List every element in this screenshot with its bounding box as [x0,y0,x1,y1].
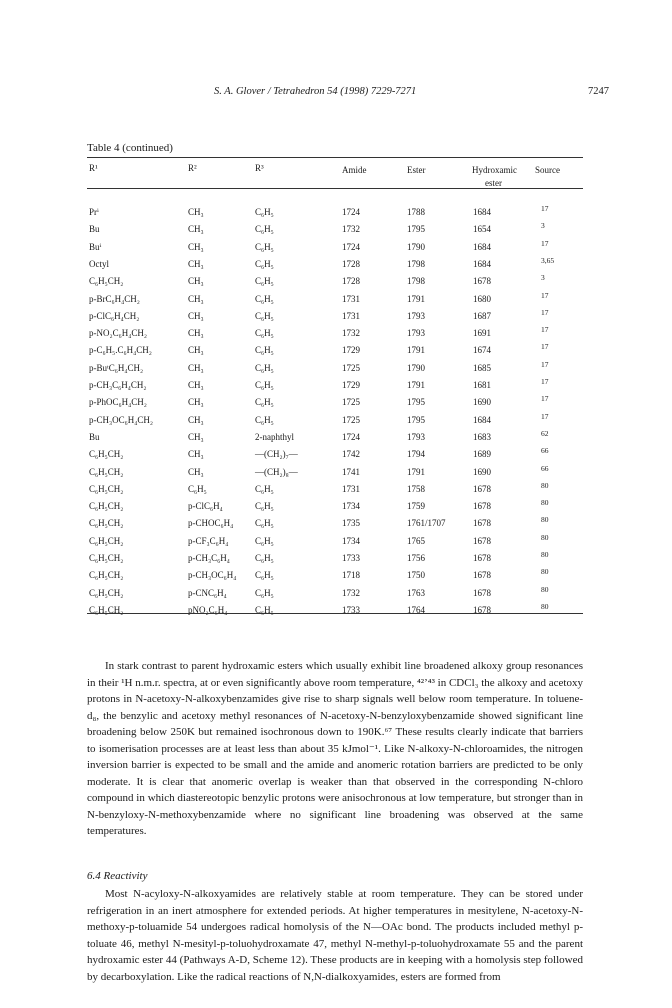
cell-ester: 1790 [407,241,425,252]
cell-source: 3,65 [541,255,555,265]
cell-ester: 1763 [407,587,425,598]
cell-amide: 1724 [342,431,360,442]
cell-source: 80 [541,550,549,559]
cell-r1: C₆H₅CH₂ [89,587,124,598]
cell-source: 17 [541,307,549,317]
cell-r2: CH₃ [188,276,204,287]
header-r2: R² [188,163,197,173]
cell-r1: Bu [89,431,100,442]
cell-r1: C₆H₅CH₂ [89,535,124,546]
cell-r3: C₆H₅ [255,258,274,269]
cell-r1: p-BrC₆H₄CH₂ [89,293,140,304]
cell-r3: C₆H₅ [255,587,274,598]
cell-source: 80 [541,532,549,542]
header-hydroxamic-line2: ester [485,178,502,188]
cell-ester: 1750 [407,570,425,581]
cell-r2: CH₃ [188,258,204,269]
table-row [0,325,672,345]
cell-ester: 1791 [407,345,425,356]
cell-source: 17 [541,325,549,335]
table-row [0,342,672,362]
cell-amide: 1724 [342,207,360,217]
cell-amide: 1724 [342,241,360,252]
header-source: Source [535,165,560,175]
cell-amide: 1731 [342,483,360,494]
cell-r3: C₆H₅ [255,345,274,356]
cell-ester: 1758 [407,483,425,494]
cell-r2: CH₃ [188,345,204,356]
cell-hydroxamic: 1683 [473,431,491,442]
table-row [0,377,672,397]
table-row [0,394,672,414]
cell-hydroxamic: 1684 [473,241,491,252]
cell-source: 80 [541,601,549,611]
cell-r1: p-PhOC₆H₄CH₂ [89,397,147,408]
table-row [0,584,672,605]
cell-r3: C₆H₅ [255,310,274,321]
cell-hydroxamic: 1678 [473,535,491,546]
cell-r3: 2-naphthyl [255,431,294,442]
cell-r2: CH₃ [188,380,204,390]
paragraph-reactivity: Most N-acyloxy-N-alkoxyamides are relatively stable at room temperature. They can be stored under refrigeration in an inert atmosphere for extended periods. At higher temperatures in mesitylene, N-acetoxy-N-methoxy-p-toluamide 54 undergoes radical homolysis of the N—OAc bond. The products included methyl p-toluate 46, methyl N-mesityl-p-toluohydroxamate 47, methyl N-methyl-p-toluohydroxamate 55 and the parent hydroxamic ester 44 (Pathways A-D, Scheme 12). These products are in keeping with a homolysis step followed by decarboxylation. Like the radical reactions of N,N-dialkoxyamides, esters are formed from [87,888,583,983]
cell-r1: p-BuᵗC₆H₄CH₂ [89,362,144,373]
cell-r2: CH₃ [188,466,204,477]
cell-hydroxamic: 1678 [473,604,491,615]
cell-r1: C₆H₅CH₂ [89,518,124,529]
cell-hydroxamic: 1687 [473,310,491,321]
cell-ester: 1791 [407,380,425,390]
cell-ester: 1798 [407,276,425,287]
cell-ester: 1790 [407,362,425,373]
cell-r1: C₆H₅CH₂ [89,449,124,460]
cell-r3: C₆H₅ [255,241,274,252]
cell-source: 62 [541,428,549,438]
cell-source: 3 [541,221,545,231]
cell-ester: 1795 [407,414,425,425]
cell-source: 17 [541,238,549,248]
cell-hydroxamic: 1678 [473,276,491,287]
cell-r3: C₆H₅ [255,328,274,339]
cell-source: 17 [541,204,549,213]
cell-r1: p-CH₃C₆H₄CH₂ [89,380,147,390]
cell-r3: C₆H₅ [255,380,274,390]
running-head [0,86,672,102]
cell-source: 80 [541,480,549,490]
cell-amide: 1729 [342,380,360,390]
header-amide: Amide [342,165,367,175]
cell-r1: C₆H₅CH₂ [89,466,124,477]
cell-r1: C₆H₅CH₂ [89,553,124,563]
cell-source: 3 [541,273,545,283]
table-caption: Table 4 (continued) [87,142,173,154]
cell-source: 17 [541,411,549,421]
table-top-rule [87,157,583,158]
cell-r3: C₆H₅ [255,535,274,546]
cell-source: 66 [541,446,549,456]
cell-hydroxamic: 1674 [473,345,491,356]
cell-hydroxamic: 1691 [473,328,491,339]
table-row [0,498,672,518]
section-heading: 6.4 Reactivity [87,870,148,882]
cell-amide: 1729 [342,345,360,356]
table-row [0,567,672,587]
table-row [0,446,672,466]
cell-amide: 1735 [342,518,360,529]
cell-source: 66 [541,463,549,473]
cell-hydroxamic: 1680 [473,293,491,304]
cell-hydroxamic: 1678 [473,587,491,598]
cell-amide: 1733 [342,604,360,615]
cell-ester: 1798 [407,258,425,269]
cell-r2: CH₃ [188,414,204,425]
cell-amide: 1725 [342,362,360,373]
cell-r1: p-CH₃OC₆H₄CH₂ [89,414,154,425]
cell-r2: CH₃ [188,362,204,373]
paragraph-nmr: In stark contrast to parent hydroxamic esters which usually exhibit line broadened alkoxy group resonances in their ¹H n.m.r. spectra, at or even significantly above room temperature, ⁴²ʼ⁴³ in CDCl₃ the alkoxy and acetoxy protons in N-acetoxy-N-alkoxybenzamides give rise to sharp signals well below room temperature. In toluene-d₈, the benzylic and acetoxy methyl resonances of N-acetoxy-N-benzyloxybenzamide showed significant line broadening below 250K but remained isochronous down to 190K.⁶⁷ These results clearly indicate that barriers to isomerisation processes are at least less than about 35 kJmol⁻¹. Like N-alkoxy-N-chloroamides, the nitrogen inversion barrier is expected to be small and the amide and anomeric rotation barriers are predicted to be only moderate. It is clear that anomeric overlap is weaker than that observed in the corresponding N-chloro compound in which diastereotopic benzylic protons were anisochronous at low temperature, but stronger than in N-benzyloxy-N-methoxybenzamide where no significant line broadening was observed at the same temperatures. [87,660,583,837]
cell-amide: 1732 [342,224,360,235]
cell-source: 80 [541,498,549,508]
cell-ester: 1788 [407,207,425,217]
cell-hydroxamic: 1684 [473,207,491,217]
table-row [0,550,672,570]
cell-ester: 1759 [407,501,425,512]
cell-ester: 1756 [407,553,425,563]
page-number: 7247 [588,86,609,97]
cell-amide: 1734 [342,501,360,512]
cell-hydroxamic: 1678 [473,553,491,563]
header-r1: R¹ [89,163,98,173]
cell-r2: CH₃ [188,431,204,442]
table-row [0,290,672,311]
table-bottom-rule [87,613,583,614]
cell-amide: 1732 [342,328,360,339]
header-r3: R³ [255,163,264,173]
cell-r3: C₆H₅ [255,276,274,287]
table-row [0,221,672,241]
cell-ester: 1793 [407,328,425,339]
table-row [0,428,672,449]
table-row [0,307,672,328]
cell-r2: p-CH₃C₆H₄ [188,553,230,563]
cell-hydroxamic: 1654 [473,224,491,235]
cell-r2: CH₃ [188,449,204,460]
cell-hydroxamic: 1681 [473,380,491,390]
table-row [0,204,672,224]
cell-ester: 1795 [407,397,425,408]
cell-r2: CH₃ [188,397,204,408]
cell-amide: 1731 [342,293,360,304]
table-row [0,411,672,432]
table-row [0,515,672,535]
cell-r1: Bu [89,224,100,235]
cell-hydroxamic: 1678 [473,518,491,529]
table-row [0,255,672,276]
cell-amide: 1731 [342,310,360,321]
table-row [0,463,672,484]
cell-ester: 1791 [407,293,425,304]
cell-r2: p-CH₃OC₆H₄ [188,570,237,581]
cell-r2: CH₃ [188,328,204,339]
cell-r2: p-ClC₆H₄ [188,501,223,512]
cell-ester: 1793 [407,431,425,442]
cell-source: 17 [541,377,549,386]
cell-r3: C₆H₅ [255,501,274,512]
cell-r3: —(CH₂)₈— [255,466,298,477]
table-row [0,480,672,501]
cell-hydroxamic: 1690 [473,397,491,408]
cell-ester: 1791 [407,466,425,477]
cell-hydroxamic: 1685 [473,362,491,373]
cell-amide: 1725 [342,414,360,425]
cell-r1: C₆H₅CH₂ [89,570,124,581]
table-row [0,273,672,293]
cell-r3: C₆H₅ [255,553,274,563]
cell-r1: Prⁱ [89,207,99,217]
table-row [0,238,672,259]
header-hydroxamic: Hydroxamic [472,165,517,175]
cell-r3: C₆H₅ [255,362,274,373]
table-row [0,532,672,553]
cell-r3: C₆H₅ [255,397,274,408]
cell-r1: p-NO₂C₆H₄CH₂ [89,328,148,339]
cell-amide: 1741 [342,466,360,477]
cell-r2: p-CHOC₆H₄ [188,518,234,529]
cell-r2: C₆H₅ [188,483,207,494]
cell-hydroxamic: 1684 [473,258,491,269]
cell-r2: CH₃ [188,293,204,304]
cell-r2: p-CF₃C₆H₄ [188,535,229,546]
cell-r3: C₆H₅ [255,207,274,217]
cell-source: 17 [541,359,549,369]
cell-r1: p-ClC₆H₄CH₂ [89,310,140,321]
cell-amide: 1733 [342,553,360,563]
cell-ester: 1764 [407,604,425,615]
cell-amide: 1742 [342,449,360,460]
cell-hydroxamic: 1678 [473,483,491,494]
cell-hydroxamic: 1678 [473,570,491,581]
cell-r3: C₆H₅ [255,414,274,425]
cell-ester: 1795 [407,224,425,235]
cell-r3: C₆H₅ [255,570,274,581]
cell-r1: Octyl [89,258,109,269]
header-ester: Ester [407,165,426,175]
cell-source: 17 [541,394,549,404]
cell-hydroxamic: 1690 [473,466,491,477]
cell-r1: C₆H₅CH₂ [89,276,124,287]
table-row [0,359,672,380]
cell-r1: p-C₆H₅.C₆H₄CH₂ [89,345,152,356]
cell-r3: —(CH₂)₇— [255,449,298,460]
cell-r3: C₆H₅ [255,518,274,529]
cell-amide: 1728 [342,258,360,269]
cell-amide: 1732 [342,587,360,598]
cell-r2: CH₃ [188,310,204,321]
cell-ester: 1794 [407,449,425,460]
cell-r3: C₆H₅ [255,483,274,494]
cell-hydroxamic: 1689 [473,449,491,460]
cell-r2: pNO₂C₆H₄ [188,604,228,615]
cell-amide: 1725 [342,397,360,408]
cell-r1: C₆H₅CH₂ [89,483,124,494]
cell-source: 17 [541,290,549,300]
running-head-title: S. A. Glover / Tetrahedron 54 (1998) 7229-7271 [214,86,417,97]
cell-source: 80 [541,567,549,577]
cell-r3: C₆H₅ [255,293,274,304]
cell-ester: 1761/1707 [407,518,446,529]
cell-r2: p-CNC₆H₄ [188,587,227,598]
cell-amide: 1734 [342,535,360,546]
cell-r3: C₆H₅ [255,604,274,615]
table-header-rule [87,188,583,189]
cell-r2: CH₃ [188,207,204,217]
cell-ester: 1765 [407,535,425,546]
cell-hydroxamic: 1684 [473,414,491,425]
cell-ester: 1793 [407,310,425,321]
cell-source: 80 [541,515,549,525]
cell-r1: C₆H₅CH₂ [89,501,124,512]
cell-r1: Buⁱ [89,241,102,252]
cell-hydroxamic: 1678 [473,501,491,512]
cell-r3: C₆H₅ [255,224,274,235]
cell-source: 17 [541,342,549,352]
cell-source: 80 [541,584,549,594]
cell-amide: 1728 [342,276,360,287]
cell-r2: CH₃ [188,224,204,235]
cell-amide: 1718 [342,570,360,581]
cell-r2: CH₃ [188,241,204,252]
cell-r1: C₆H₅CH₂ [89,604,124,615]
